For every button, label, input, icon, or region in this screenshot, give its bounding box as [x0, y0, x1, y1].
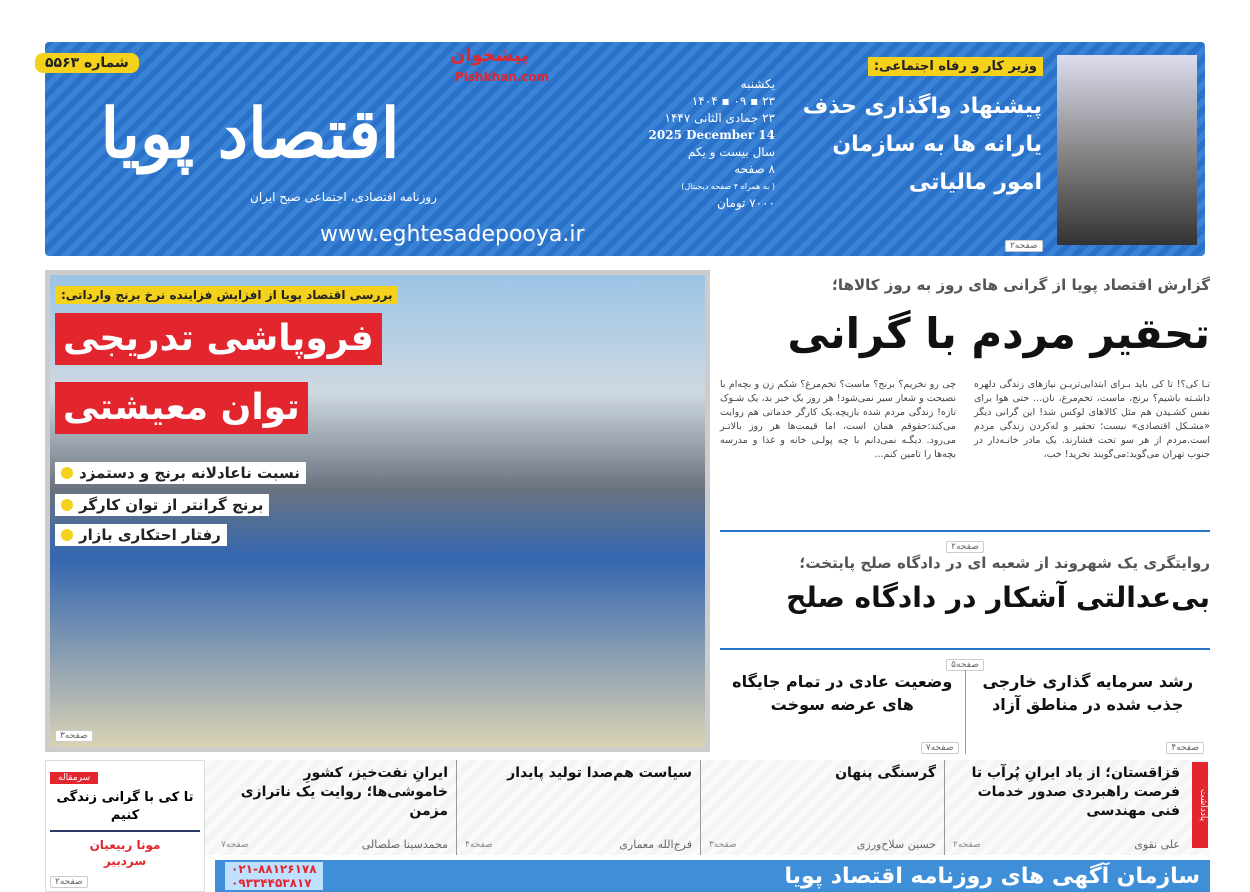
main-body-left: چی رو نخریم؟ برنج؟ ماست؟ تخم‌مرغ؟ شکم زن و بچه‌ام با نصیحت و شعار سیر نمی‌شود! هر روز یک خبر بد، یک شـوک تازه! زندگی مردم شده بازیچه.یک کارگر خدماتی هم روایت می‌کند:حقوقم همان است، اما قیمت‌ها هر روز بالاتـر می‌رود. دیگـه نمی‌دانم با چه پولـی خانه و غذا و مدرسه بچه‌ها را تامین کنم...	[720, 379, 956, 460]
main-body-right: تـا کی؟! تا کی باید بـرای ابتدایی‌تریـن نیازهای زندگی دلهره داشـته باشیم؟ برنج، ماست، تخم‌مرغ، نان... حتی هوا برای نفس کشـیدن هم مثل کالاهای لوکس شد! این گرانی دیگر «مشـکل اقتصادی» نیست؛ تحقیر و له‌کردن زندگی مردم است.مردم از هر سو تحت فشارند. یک مادر خانـه‌دار در جنوب تهران می‌گوید:می‌گویند نخرید! خب،	[974, 379, 1210, 460]
bullet-text: نسبت ناعادلانه برنج و دستمزد	[79, 464, 300, 482]
pishkhan-url[interactable]: Pishkhan.com	[455, 70, 550, 84]
photo-headline-2[interactable]: توان معیشتی	[55, 382, 308, 434]
note-item[interactable]	[944, 760, 1188, 855]
court-kicker: روایتگری یک شهروند از شعبه ای در دادگاه صلح پایتخت؛	[799, 554, 1210, 572]
gregorian-date: 2025 December 14	[648, 128, 775, 142]
pishkhan-watermark: پیشخوان	[450, 45, 529, 66]
tagline: روزنامه اقتصادی، اجتماعی صبح ایران	[250, 190, 437, 204]
year: سال بیست و یکم	[687, 145, 775, 159]
note-author: فرج‌الله معماری	[619, 838, 692, 851]
photo-headline-1[interactable]: فروپاشی تدریجی	[55, 313, 382, 365]
note-page: صفحه۳	[709, 839, 737, 850]
lunar-date: ۲۳ جمادی الثانی ۱۴۴۷	[664, 111, 775, 125]
lead-kicker: وزیر کار و رفاه اجتماعی:	[868, 57, 1043, 76]
website-url[interactable]: www.eghtesadepooya.ir	[320, 222, 585, 247]
note-author: حسین سلاح‌ورزی	[856, 838, 936, 851]
ad-phone: ۰۲۱-۸۸۱۲۶۱۷۸	[231, 862, 317, 876]
digital-pages: ( به همراه ۴ صفحه دیجیتال)	[681, 182, 775, 191]
bullet-dot-icon	[61, 529, 73, 541]
note-headline[interactable]: ایرانِ نفت‌خیز، کشورِ خاموشی‌ها؛ روایت یک ناترازی مزمن	[240, 765, 448, 819]
lead-page: صفحه۲	[1005, 240, 1043, 252]
court-page: صفحه۵	[946, 659, 984, 671]
notes-tag: یادداشت	[1192, 762, 1208, 848]
issue-number: شماره ۵۵۶۳	[35, 53, 139, 73]
sub-story-page: صفحه۴	[1166, 742, 1204, 754]
divider	[720, 530, 1210, 532]
main-page: صفحه۲	[946, 541, 984, 553]
ad-title: سازمان آگهی های روزنامه اقتصاد پویا	[784, 863, 1200, 889]
photo-story-page: صفحه۳	[55, 730, 93, 742]
editorial-author: مونا ربیعیان	[89, 838, 161, 852]
note-item[interactable]	[213, 760, 456, 855]
date-block	[640, 76, 775, 212]
note-item[interactable]	[456, 760, 700, 855]
lead-headline[interactable]: پیشنهاد واگذاری حذف یارانه ها به سازمان امور مالیاتی	[802, 94, 1042, 195]
main-kicker: گزارش اقتصاد پویا از گرانی های روز به روز کالاها؛	[831, 276, 1210, 294]
note-author: محمدسینا صلصالی	[361, 838, 448, 851]
bullet-dot-icon	[61, 467, 73, 479]
pages: ۸ صفحه	[734, 162, 775, 176]
note-headline[interactable]: قزاقستان؛ از یاد ایرانِ پُرآب تا فرصت راهبردی صدور خدمات فنی مهندسی	[971, 765, 1180, 819]
note-headline[interactable]: گرسنگی پنهان	[835, 765, 936, 781]
ad-banner[interactable]	[215, 860, 1210, 892]
weekday: یکشنبه	[740, 77, 775, 91]
price: ۷۰۰۰ تومان	[716, 196, 775, 210]
bullet-item	[55, 494, 269, 516]
main-headline[interactable]: تحقیر مردم با گرانی	[787, 309, 1210, 358]
bullet-dot-icon	[61, 499, 73, 511]
court-headline[interactable]: بی‌عدالتی آشکار در دادگاه صلح	[786, 581, 1210, 614]
editorial-box[interactable]	[45, 760, 205, 892]
bullet-text: برنج گرانتر از توان کارگر	[79, 496, 264, 514]
newspaper-logo: اقتصاد پویا	[100, 94, 400, 174]
note-page: صفحه۴	[465, 839, 493, 850]
bullet-item	[55, 462, 306, 484]
note-page: صفحه۲	[953, 839, 981, 850]
editorial-role: سردبیر	[103, 854, 147, 868]
note-headline[interactable]: سیاست هم‌صدا تولید پایدار	[507, 765, 692, 781]
note-author: علی نقوی	[1134, 838, 1180, 851]
divider	[720, 648, 1210, 650]
minister-portrait	[1057, 55, 1197, 245]
solar-date: ۲۳ ▪ ۰۹ ▪ ۱۴۰۴	[691, 94, 775, 108]
editorial-page: صفحه۲	[50, 876, 88, 888]
photo-story-kicker: بررسی اقتصاد پویا از افزایش فزاینده نرخ برنج وارداتی:	[55, 286, 398, 304]
editorial-tag: سرمقاله	[50, 772, 98, 784]
sub-story-headline[interactable]: وضعیت عادی در تمام جایگاه های عرضه سوخت	[732, 672, 953, 714]
note-page: صفحه۷	[221, 839, 249, 850]
note-item[interactable]	[700, 760, 944, 855]
editorial-headline[interactable]: تا کی با گرانی زندگی کنیم	[50, 789, 200, 832]
sub-story-page: صفحه۷	[921, 742, 959, 754]
bullet-text: رفتار احتکاری بازار	[79, 526, 221, 544]
ad-phone: ۰۹۳۳۴۴۵۳۸۱۷	[231, 876, 312, 890]
bullet-item	[55, 524, 227, 546]
ad-phones	[225, 862, 323, 890]
sub-story-headline[interactable]: رشد سرمایه گذاری خارجی جذب شده در مناطق آزاد	[982, 672, 1194, 714]
notes-strip	[45, 760, 1210, 855]
